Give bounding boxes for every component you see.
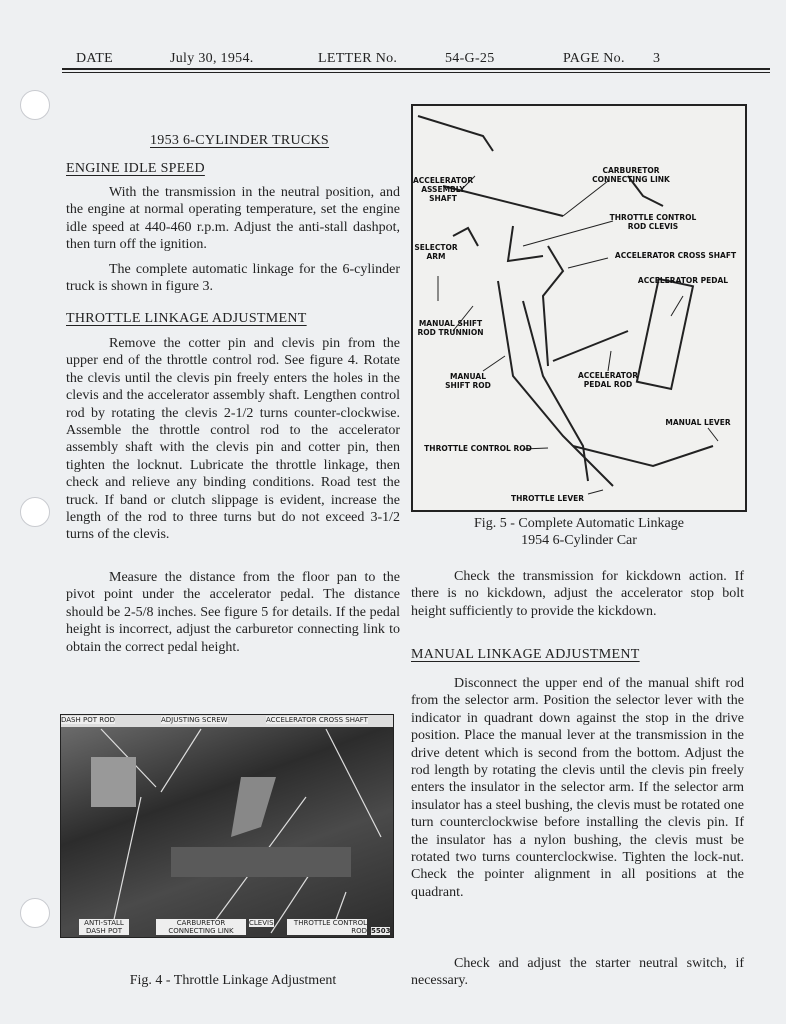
paragraph: The complete automatic linkage for the 6-cylinder truck is shown in figure 3. xyxy=(66,261,400,295)
date-label: DATE xyxy=(76,51,113,66)
label-throttle-control-rod: THROTTLE CONTROL ROD xyxy=(424,444,532,453)
header-rule xyxy=(62,68,770,70)
punch-hole xyxy=(20,898,50,928)
date-value: July 30, 1954. xyxy=(170,51,254,66)
heading-throttle-linkage: THROTTLE LINKAGE ADJUSTMENT xyxy=(66,311,307,326)
linkage-leader-lines xyxy=(61,727,393,938)
label-adjusting-screw: ADJUSTING SCREW xyxy=(161,716,228,724)
paragraph: Check and adjust the starter neutral switch, if necessary. xyxy=(411,956,744,989)
figure-5-caption-subtitle: 1954 6-Cylinder Car xyxy=(521,533,637,548)
label-accelerator-pedal-rod: ACCELERATOR PEDAL ROD xyxy=(577,371,639,389)
header-rule xyxy=(62,72,770,73)
heading-manual-linkage: MANUAL LINKAGE ADJUSTMENT xyxy=(411,647,640,662)
label-carb-link: CARBURETOR CONNECTING LINK xyxy=(156,919,246,935)
paragraph: Measure the distance from the floor pan to the pivot point under the accelerator pedal. The distance should be 2-5/8 inches. See figure 5 for details. If the pedal height is incorrect, adjust the carburetor connecting link to obtain the correct pedal height. xyxy=(66,570,400,655)
figure-5-diagram xyxy=(411,104,747,512)
figure-5-caption: Fig. 5 - Complete Automatic Linkage xyxy=(474,516,684,531)
label-accelerator-cross-shaft: ACCELERATOR CROSS SHAFT xyxy=(614,251,737,260)
letter-label: LETTER No. xyxy=(318,51,398,66)
label-anti-stall: ANTI-STALL DASH POT xyxy=(79,919,129,935)
label-accelerator-assembly-shaft: ACCELERATOR ASSEMBLY SHAFT xyxy=(413,176,474,203)
heading-engine-idle-speed: ENGINE IDLE SPEED xyxy=(66,161,205,176)
figure-4-photo xyxy=(60,714,394,938)
label-throttle-control-rod-clevis: THROTTLE CONTROL ROD CLEVIS xyxy=(609,213,697,231)
label-manual-shift-rod: MANUAL SHIFT ROD xyxy=(445,372,491,390)
label-dash-pot-rod: DASH POT ROD xyxy=(61,716,115,724)
photo-number: 5503 xyxy=(371,927,391,935)
section-title: 1953 6-CYLINDER TRUCKS xyxy=(150,133,330,148)
right-column xyxy=(411,104,747,990)
letter-number: 54-G-25 xyxy=(445,51,495,66)
paragraph: Check the transmission for kickdown action. If there is no kickdown, adjust the accelerator stop bolt height sufficiently to provide the kickdown. xyxy=(411,569,744,619)
label-cross-shaft: ACCELERATOR CROSS SHAFT xyxy=(266,716,368,724)
paragraph: With the transmission in the neutral position, and the engine at normal operating temperature, set the engine idle speed at 440-460 r.p.m. Adjust the anti-stall dashpot, then turn off the ignition. xyxy=(66,185,400,253)
page-number: 3 xyxy=(653,51,661,66)
left-column xyxy=(61,131,400,989)
label-throttle-rod: THROTTLE CONTROL ROD xyxy=(287,919,367,935)
label-manual-shift-rod-trunnion: MANUAL SHIFT ROD TRUNNION xyxy=(417,319,484,337)
label-throttle-lever: THROTTLE LEVER xyxy=(510,494,585,503)
punch-hole xyxy=(20,497,50,527)
label-clevis: CLEVIS xyxy=(249,919,274,927)
punch-hole xyxy=(20,90,50,120)
paragraph: Remove the cotter pin and clevis pin from the upper end of the throttle control rod. See figure 4. Rotate the clevis until the clevis pin freely enters the holes in the clevis and the accelerator assembly shaft. Lengthen control rod by rotating the clevis 2-1/2 turns counter-clockwise. Assemble the throttle control rod to the accelerator assembly shaft with the clevis pin and cotter pin, then tighten the locknut. Lubricate the throttle linkage, then check and relieve any binding conditions. Road test the truck. If band or clutch slippage is evident, increase the length of the rod to three turns but do not exceed 3-1/2 turns of the clevis. xyxy=(66,336,400,543)
engine-photo xyxy=(61,727,393,938)
label-accelerator-pedal: ACCELERATOR PEDAL xyxy=(637,276,729,285)
figure-4-caption: Fig. 4 - Throttle Linkage Adjustment xyxy=(129,973,337,988)
label-selector-arm: SELECTOR ARM xyxy=(414,243,458,261)
paragraph: Disconnect the upper end of the manual shift rod from the selector arm. Position the selector lever with the indicator in quadrant down against the stop in the drive position. Place the manual lever at the transmission in the drive detent which is second from the bottom. Adjust the rod length by rotating the clevis until the clevis pin freely enters the insulator in the selector arm. If the selector arm insulator has a steel bushing, the clevis must be rotated one turn counterclockwise before installing the clevis pin. If the insulator has a nylon bushing, the clevis must be rotated two turns counterclockwise. Tighten the lock-nut. Check the pointer alignment in all positions at the quadrant. xyxy=(411,676,744,900)
label-carburetor-connecting-link: CARBURETOR CONNECTING LINK xyxy=(592,166,670,184)
page-label: PAGE No. xyxy=(563,51,625,66)
label-manual-lever: MANUAL LEVER xyxy=(665,418,731,427)
